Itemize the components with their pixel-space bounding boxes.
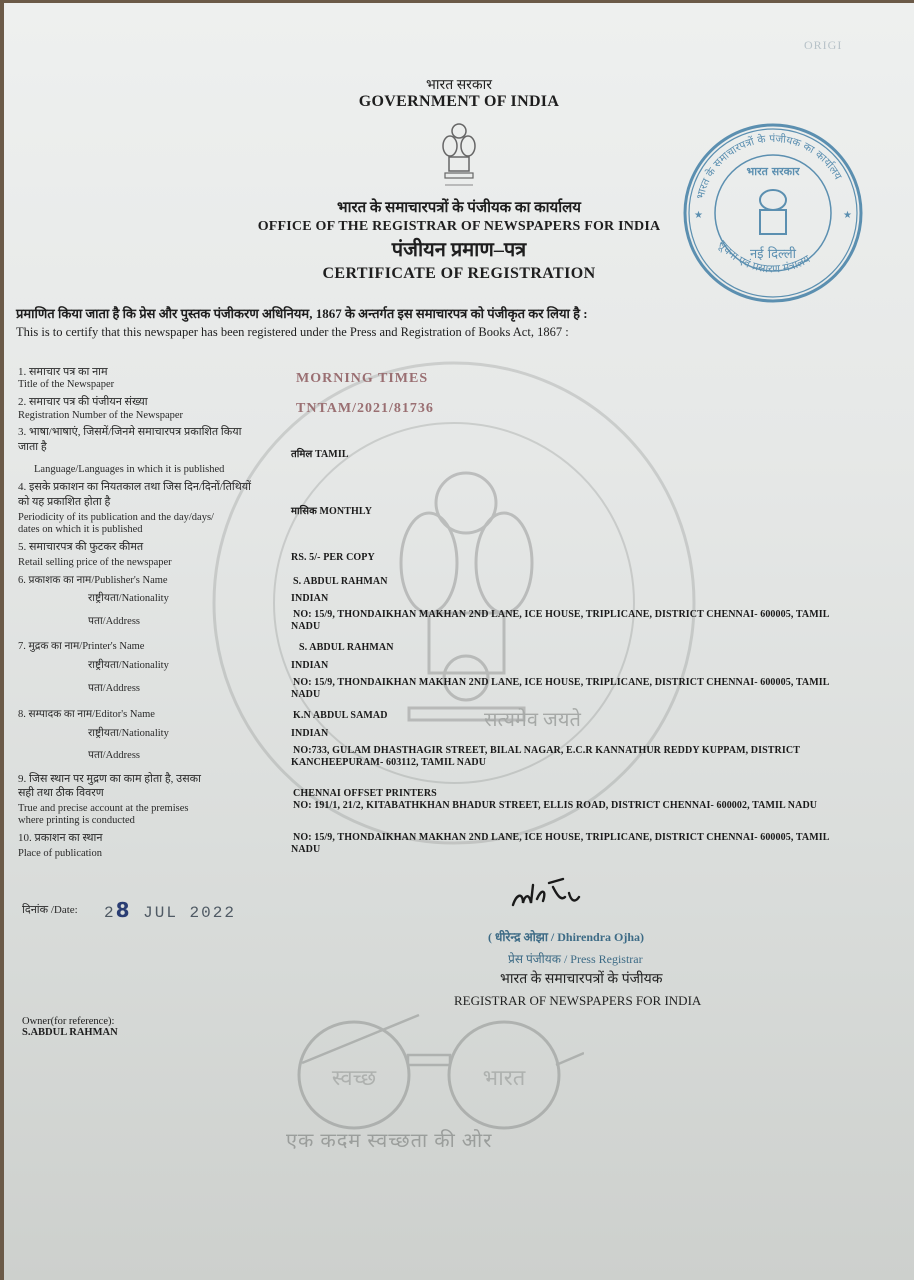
field-6-address-label: पता/Address bbox=[88, 616, 140, 627]
office-title: OFFICE OF THE REGISTRAR OF NEWSPAPERS FOR INDIA bbox=[257, 219, 661, 234]
certificate-document bbox=[4, 3, 914, 1280]
emblem-motto-watermark: सत्यमेव जयते bbox=[484, 709, 581, 731]
field-2-label-hindi: 2. समाचार पत्र की पंजीयन संख्या bbox=[18, 396, 148, 408]
certify-statement: This is to certify that this newspaper has been registered under the Press and Registration of Books Act, 1867 : bbox=[16, 325, 569, 339]
certify-statement-hindi: प्रमाणित किया जाता है कि प्रेस और पुस्तक पंजीकरण अधिनियम, 1867 के अन्तर्गत इस समाचारपत्र को पंजीकृत कर लिया है : bbox=[16, 306, 588, 321]
publication-place-line2: NADU bbox=[291, 844, 321, 855]
swachh-right-text: भारत bbox=[482, 1066, 526, 1091]
printer-address-line2: NADU bbox=[291, 689, 321, 700]
svg-text:भारत के समाचारपत्रों के पंजीयक: भारत के समाचारपत्रों के पंजीयक का कार्यालय bbox=[694, 132, 844, 201]
date-day-prefix: 2 bbox=[104, 904, 116, 922]
svg-text:भारत सरकार: भारत सरकार bbox=[746, 165, 800, 178]
field-6-label: 6. प्रकाशक का नाम/Publisher's Name bbox=[18, 575, 168, 586]
field-4-label-hindi: 4. इसके प्रकाशन का नियतकाल तथा जिस दिन/दिनों/तिथियों bbox=[18, 481, 251, 493]
language-value: तमिल TAMIL bbox=[291, 449, 349, 460]
date-month-year: JUL 2022 bbox=[143, 904, 236, 922]
field-10-label: Place of publication bbox=[18, 848, 102, 859]
field-5-label: Retail selling price of the newspaper bbox=[18, 557, 172, 568]
editor-nationality-value: INDIAN bbox=[291, 728, 329, 739]
printer-address-line1: NO: 15/9, THONDAIKHAN MAKHAN 2ND LANE, ICE HOUSE, TRIPLICANE, DISTRICT CHENNAI- 600005, TAMIL bbox=[293, 677, 830, 688]
gov-title-hindi: भारत सरकार bbox=[426, 78, 492, 93]
field-3-label-hindi-cont: जाता है bbox=[18, 441, 47, 453]
printer-nationality-value: INDIAN bbox=[291, 660, 329, 671]
publisher-address-line1: NO: 15/9, THONDAIKHAN MAKHAN 2ND LANE, ICE HOUSE, TRIPLICANE, DISTRICT CHENNAI- 600005, TAMIL bbox=[293, 609, 830, 620]
svg-text:★: ★ bbox=[694, 210, 703, 221]
owner-label: Owner(for reference): bbox=[22, 1016, 115, 1027]
office-title-hindi: भारत के समाचारपत्रों के पंजीयक का कार्यालय bbox=[337, 200, 581, 216]
editor-address-line2: KANCHEEPURAM- 603112, TAMIL NADU bbox=[291, 757, 487, 768]
editor-name-value: K.N ABDUL SAMAD bbox=[293, 710, 388, 721]
field-7-address-label: पता/Address bbox=[88, 683, 140, 694]
field-7-nationality-label: राष्ट्रीयता/Nationality bbox=[88, 660, 169, 671]
field-9-label: True and precise account at the premises bbox=[18, 803, 189, 814]
registration-number-value: TNTAM/2021/81736 bbox=[296, 401, 434, 416]
date-label: दिनांक /Date: bbox=[22, 904, 78, 916]
newspaper-title-value: MORNING TIMES bbox=[296, 371, 429, 386]
signatory-name: ( धीरेन्द्र ओझा / Dhirendra Ojha) bbox=[488, 930, 645, 944]
field-10-label-hindi: 10. प्रकाशन का स्थान bbox=[18, 832, 103, 844]
field-8-label: 8. सम्पादक का नाम/Editor's Name bbox=[18, 709, 155, 720]
gov-title: GOVERNMENT OF INDIA bbox=[358, 93, 560, 110]
ashoka-emblem-watermark-icon bbox=[399, 453, 534, 733]
publisher-nationality-value: INDIAN bbox=[291, 593, 329, 604]
field-7-label: 7. मुद्रक का नाम/Printer's Name bbox=[18, 641, 145, 652]
field-9-label-hindi-cont: सही तथा ठीक विवरण bbox=[18, 787, 104, 799]
signatory-title: प्रेस पंजीयक / Press Registrar bbox=[508, 952, 643, 966]
field-9-label-hindi: 9. जिस स्थान पर मुद्रण का काम होता है, उसका bbox=[18, 773, 201, 785]
field-8-nationality-label: राष्ट्रीयता/Nationality bbox=[88, 728, 169, 739]
signature-icon bbox=[509, 875, 589, 915]
field-3-label: Language/Languages in which it is published bbox=[34, 464, 225, 475]
field-4-label-hindi-cont: को यह प्रकाशित होता है bbox=[18, 496, 111, 508]
owner-name-value: S.ABDUL RAHMAN bbox=[22, 1027, 118, 1038]
svg-text:★: ★ bbox=[843, 210, 852, 221]
svg-text:नई दिल्ली: नई दिल्ली bbox=[749, 247, 797, 262]
field-2-label: Registration Number of the Newspaper bbox=[18, 410, 184, 421]
field-5-label-hindi: 5. समाचारपत्र की फुटकर कीमत bbox=[18, 541, 144, 553]
field-4-label: Periodicity of its publication and the day/days/ bbox=[18, 512, 214, 523]
publisher-address-line2: NADU bbox=[291, 621, 321, 632]
registrar-title-hindi: भारत के समाचारपत्रों के पंजीयक bbox=[500, 972, 663, 987]
certificate-title: CERTIFICATE OF REGISTRATION bbox=[322, 265, 596, 282]
editor-address-line1: NO:733, GULAM DHASTHAGIR STREET, BILAL NAGAR, E.C.R KANNATHUR REDDY KUPPAM, DISTRICT bbox=[293, 745, 800, 756]
printing-press-name-value: CHENNAI OFFSET PRINTERS bbox=[293, 788, 437, 799]
field-3-label-hindi: 3. भाषा/भाषाएं, जिसमें/जिनमे समाचारपत्र प्रकाशित किया bbox=[18, 426, 242, 438]
swachh-left-text: स्वच्छ bbox=[331, 1066, 377, 1091]
field-9-label-cont: where printing is conducted bbox=[18, 815, 135, 826]
certificate-title-hindi: पंजीयन प्रमाण–पत्र bbox=[391, 239, 527, 261]
periodicity-value: मासिक MONTHLY bbox=[291, 506, 373, 517]
date-day-handwritten: 8 bbox=[115, 898, 132, 922]
publisher-name-value: S. ABDUL RAHMAN bbox=[293, 576, 388, 587]
swachh-bharat-tagline: एक कदम स्वच्छता की ओर bbox=[286, 1130, 493, 1152]
printer-name-value: S. ABDUL RAHMAN bbox=[299, 642, 394, 653]
field-6-nationality-label: राष्ट्रीयता/Nationality bbox=[88, 593, 169, 604]
original-mark: ORIGI bbox=[804, 38, 843, 52]
ashoka-emblem-icon bbox=[439, 121, 479, 191]
field-4-label-cont: dates on which it is published bbox=[18, 524, 143, 535]
registrar-title: REGISTRAR OF NEWSPAPERS FOR INDIA bbox=[454, 993, 702, 1008]
price-value: RS. 5/- PER COPY bbox=[291, 552, 375, 563]
field-1-label: Title of the Newspaper bbox=[18, 379, 115, 390]
publication-place-line1: NO: 15/9, THONDAIKHAN MAKHAN 2ND LANE, ICE HOUSE, TRIPLICANE, DISTRICT CHENNAI- 600005, TAMIL bbox=[293, 832, 830, 843]
field-8-address-label: पता/Address bbox=[88, 750, 140, 761]
registrar-seal-stamp-icon bbox=[680, 120, 866, 306]
printing-press-address-value: NO: 191/1, 21/2, KITABATHKHAN BHADUR STREET, ELLIS ROAD, DISTRICT CHENNAI- 600002, TAMIL NADU bbox=[293, 800, 818, 811]
svg-text:सूचना एवं प्रसारण मंत्रालय: सूचना एवं प्रसारण मंत्रालय bbox=[715, 237, 813, 276]
issue-date-value bbox=[104, 898, 236, 922]
field-1-label-hindi: 1. समाचार पत्र का नाम bbox=[18, 366, 108, 378]
